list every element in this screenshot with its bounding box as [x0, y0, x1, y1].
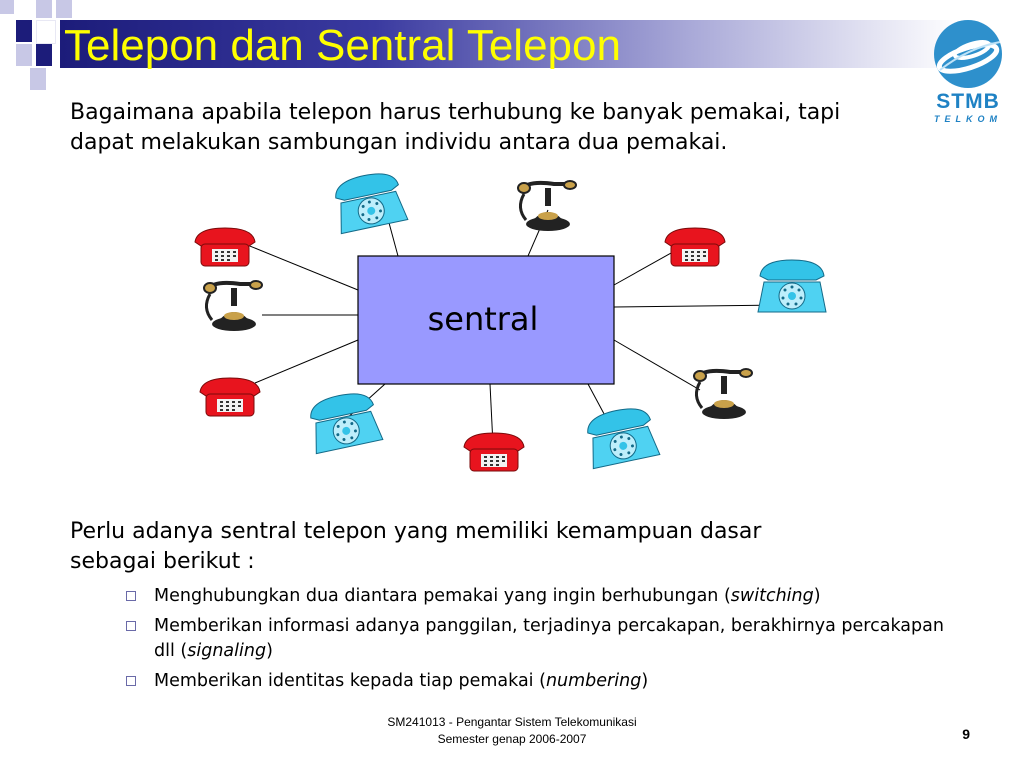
footer	[330, 714, 694, 748]
list-item	[124, 584, 954, 609]
bullet-square-icon	[126, 621, 136, 631]
body-paragraph	[70, 517, 930, 577]
red-desk-phone-icon	[195, 228, 255, 266]
capability-list	[124, 584, 954, 699]
list-item	[124, 669, 954, 694]
cyan-desk-phone-icon	[758, 260, 826, 312]
list-item-close: )	[266, 641, 273, 661]
page-number: 9	[962, 726, 970, 742]
black-candlestick-phone-icon	[694, 369, 752, 419]
red-desk-phone-icon	[464, 433, 524, 471]
red-desk-phone-icon	[665, 228, 725, 266]
list-item-close: )	[813, 586, 821, 606]
intro-line: Bagaimana apabila telepon harus terhubung ke banyak pemakai, tapi	[70, 100, 841, 125]
connection-line	[255, 340, 358, 383]
list-item-term: signaling	[187, 641, 267, 661]
cyan-desk-phone-icon	[331, 169, 408, 234]
connection-line	[614, 248, 680, 285]
bullet-square-icon	[126, 676, 136, 686]
list-item-term: numbering	[545, 671, 642, 691]
list-item-text: Menghubungkan dua diantara pemakai yang ingin berhubungan (	[154, 586, 731, 606]
list-item	[124, 614, 954, 664]
connection-line	[614, 340, 700, 390]
logo-main-text: STMB	[936, 90, 1000, 113]
body-line: Perlu adanya sentral telepon yang memiliki kemampuan dasar	[70, 519, 762, 544]
cyan-desk-phone-icon	[306, 389, 383, 454]
intro-line: dapat melakukan sambungan individu antara dua pemakai.	[70, 130, 728, 155]
list-item-text: Memberikan informasi adanya panggilan, terjadinya percakapan, berakhirnya percakapan dll (	[154, 616, 944, 661]
footer-semester: Semester genap 2006-2007	[437, 732, 587, 746]
list-item-text: Memberikan identitas kepada tiap pemakai (	[154, 671, 546, 691]
black-candlestick-phone-icon	[204, 281, 262, 331]
black-candlestick-phone-icon	[518, 181, 576, 231]
footer-course: SM241013 - Pengantar Sistem Telekomunikasi	[387, 715, 637, 729]
red-desk-phone-icon	[200, 378, 260, 416]
logo-sub-text: TELKOM	[934, 114, 1002, 124]
sentral-label: sentral	[427, 300, 539, 338]
cyan-desk-phone-icon	[583, 404, 660, 469]
list-item-term: switching	[730, 586, 814, 606]
slide-title: Telepon dan Sentral Telepon	[64, 21, 621, 70]
bullet-square-icon	[126, 591, 136, 601]
body-line: sebagai berikut :	[70, 549, 255, 574]
list-item-close: )	[641, 671, 649, 691]
